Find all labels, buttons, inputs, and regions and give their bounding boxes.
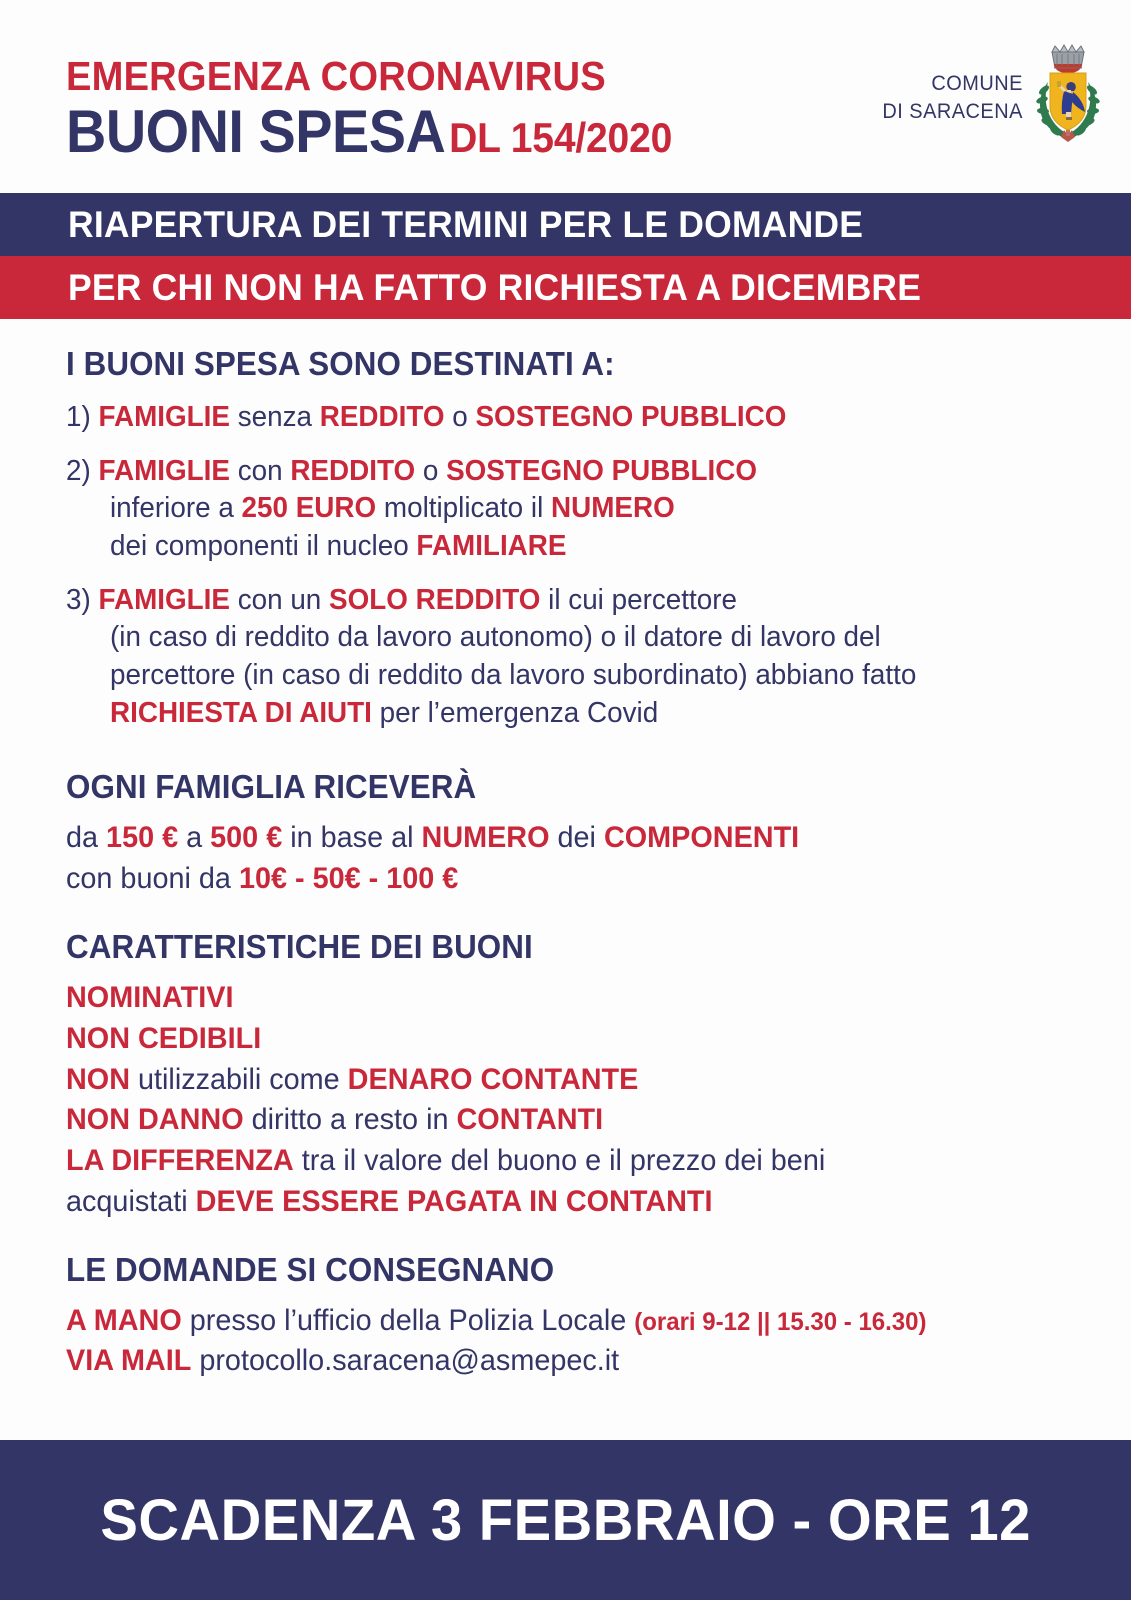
text-fragment: (in caso di reddito da lavoro autonomo) o il datore di lavoro del [110, 621, 881, 654]
municipality-line-1: COMUNE [931, 71, 1023, 95]
destinatari-subline-text [110, 619, 881, 657]
section-caratteristiche-heading: CARATTERISTICHE DEI BUONI [66, 927, 533, 965]
importi-line-text [66, 859, 458, 900]
caratteristiche-line-text [66, 978, 233, 1019]
text-fragment: diritto a resto in [243, 1103, 457, 1137]
text-fragment: NON DANNO [66, 1103, 244, 1137]
destinatari-subline-text [110, 528, 566, 566]
text-fragment: DENARO CONTANTE [347, 1062, 639, 1096]
text-fragment: dei [549, 821, 604, 855]
domande-line [66, 1301, 1103, 1342]
text-fragment: NUMERO [421, 821, 550, 855]
text-fragment: moltiplicato il [376, 492, 551, 525]
text-fragment: utilizzabili come [130, 1062, 348, 1096]
domande-line-text [66, 1341, 619, 1382]
text-fragment: SOSTEGNO PUBBLICO [446, 454, 757, 487]
text-fragment: FAMIGLIE [98, 400, 230, 433]
destinatari-item [66, 582, 1103, 733]
section-domande [66, 1251, 1103, 1383]
section-importi [66, 768, 1103, 900]
text-fragment: LA DIFFERENZA [66, 1144, 294, 1178]
destinatari-subline-text [110, 695, 658, 733]
text-fragment: RICHIESTA DI AIUTI [110, 696, 372, 729]
text-fragment: acquistati [66, 1184, 196, 1218]
banner-who [0, 256, 1131, 319]
page-title-row [66, 98, 673, 165]
text-fragment: (orari 9-12 || 15.30 - 16.30) [634, 1307, 927, 1336]
coat-of-arms-icon [1031, 42, 1105, 154]
text-fragment: REDDITO [319, 400, 445, 433]
text-fragment: COMPONENTI [603, 821, 800, 855]
text-fragment: o [444, 400, 476, 433]
destinatari-item-main [66, 399, 1103, 437]
text-fragment: il cui percettore [540, 583, 737, 616]
text-fragment: 500 € [210, 821, 283, 855]
destinatari-subline-text [110, 657, 916, 695]
text-fragment: FAMIGLIE [98, 583, 230, 616]
importi-line [66, 859, 1103, 900]
text-fragment: inferiore a [110, 492, 242, 525]
section-domande-heading: LE DOMANDE SI CONSEGNANO [66, 1250, 555, 1288]
caratteristiche-lines [66, 978, 1103, 1223]
destinatari-item-subline [66, 657, 1103, 695]
deadline-text: SCADENZA 3 FEBBRAIO - ORE 12 [100, 1487, 1031, 1553]
text-fragment: SOLO REDDITO [329, 583, 541, 616]
text-fragment: VIA MAIL [66, 1344, 192, 1378]
text-fragment: A MANO [66, 1303, 182, 1337]
text-fragment: presso l’ufficio della Polizia Locale [181, 1303, 635, 1337]
text-fragment: con buoni da [66, 862, 239, 896]
municipality-line-2: DI SARACENA [882, 100, 1023, 123]
text-fragment: in base al [282, 821, 422, 855]
caratteristiche-line-text [66, 1019, 261, 1060]
header-title-block [66, 53, 718, 165]
text-fragment: protocollo.saracena@asmepec.it [191, 1344, 620, 1378]
banner-who-text: PER CHI NON HA FATTO RICHIESTA A DICEMBRE [68, 266, 922, 308]
text-fragment: NOMINATIVI [66, 980, 234, 1014]
text-fragment: tra il valore del buono e il prezzo dei beni [293, 1144, 826, 1178]
page-title-decree: DL 154/2020 [449, 114, 673, 161]
destinatari-item-subline [66, 695, 1103, 733]
banner-reopening [0, 193, 1131, 256]
section-destinatari [66, 345, 1103, 732]
text-fragment: REDDITO [290, 454, 416, 487]
caratteristiche-line-text [66, 1182, 713, 1223]
caratteristiche-line [66, 1141, 1103, 1182]
text-fragment: senza [229, 400, 320, 433]
importi-line [66, 818, 1103, 859]
destinatari-item-main [66, 582, 1103, 620]
text-fragment: DEVE ESSERE PAGATA IN CONTANTI [195, 1184, 713, 1218]
banner-reopening-text: RIAPERTURA DEI TERMINI PER LE DOMANDE [68, 203, 864, 245]
text-fragment: SOSTEGNO PUBBLICO [475, 400, 787, 433]
text-fragment: 2) [66, 454, 99, 487]
destinatari-item [66, 399, 1103, 437]
importi-line-text [66, 818, 799, 859]
text-fragment: percettore (in caso di reddito da lavoro subordinato) abbiano fatto [110, 659, 917, 692]
destinatari-item-text [66, 453, 757, 491]
municipality-logo [875, 42, 1105, 154]
destinatari-item-main [66, 453, 1103, 491]
text-fragment: per l’emergenza Covid [371, 696, 659, 729]
destinatari-subline-text [110, 490, 675, 528]
caratteristiche-line [66, 978, 1103, 1019]
destinatari-item [66, 453, 1103, 566]
destinatari-item-subline [66, 490, 1103, 528]
caratteristiche-line [66, 1182, 1103, 1223]
text-fragment: CONTANTI [456, 1103, 604, 1137]
destinatari-item-subline [66, 619, 1103, 657]
text-fragment: 150 € [106, 821, 179, 855]
text-fragment: 10€ - 50€ - 100 € [238, 862, 459, 896]
section-destinatari-heading: I BUONI SPESA SONO DESTINATI A: [66, 345, 615, 382]
text-fragment: o [415, 454, 447, 487]
text-fragment: FAMIGLIE [98, 454, 230, 487]
caratteristiche-line-text [66, 1100, 603, 1141]
destinatari-list [66, 399, 1103, 733]
caratteristiche-line [66, 1019, 1103, 1060]
caratteristiche-line [66, 1060, 1103, 1101]
caratteristiche-line [66, 1100, 1103, 1141]
domande-line-text [66, 1301, 927, 1342]
text-fragment: con un [229, 583, 330, 616]
text-fragment: a [178, 821, 211, 855]
caratteristiche-line-text [66, 1141, 825, 1182]
poster-body [0, 319, 1131, 1382]
footer-deadline-bar [0, 1440, 1131, 1600]
text-fragment: 250 EURO [241, 492, 377, 525]
text-fragment: NON CEDIBILI [66, 1021, 262, 1055]
destinatari-item-subline [66, 528, 1103, 566]
page-title-emergency: EMERGENZA CORONAVIRUS [66, 53, 606, 99]
municipality-name [883, 70, 1023, 127]
text-fragment: da [66, 821, 107, 855]
caratteristiche-line-text [66, 1060, 638, 1101]
poster-header [0, 0, 1131, 193]
text-fragment: NON [66, 1062, 131, 1096]
text-fragment: dei componenti il nucleo [110, 530, 417, 562]
text-fragment: FAMILIARE [416, 530, 567, 562]
text-fragment: NUMERO [551, 492, 675, 525]
text-fragment: 3) [66, 583, 99, 616]
section-importi-heading: OGNI FAMIGLIA RICEVERÀ [66, 768, 477, 806]
domande-line [66, 1341, 1103, 1382]
text-fragment: 1) [66, 400, 99, 433]
page-title-main: BUONI SPESA [66, 98, 446, 165]
text-fragment: con [229, 454, 291, 487]
domande-lines [66, 1301, 1103, 1383]
destinatari-item-text [66, 582, 737, 620]
section-caratteristiche [66, 928, 1103, 1223]
destinatari-item-text [66, 399, 786, 437]
importi-lines [66, 818, 1103, 900]
